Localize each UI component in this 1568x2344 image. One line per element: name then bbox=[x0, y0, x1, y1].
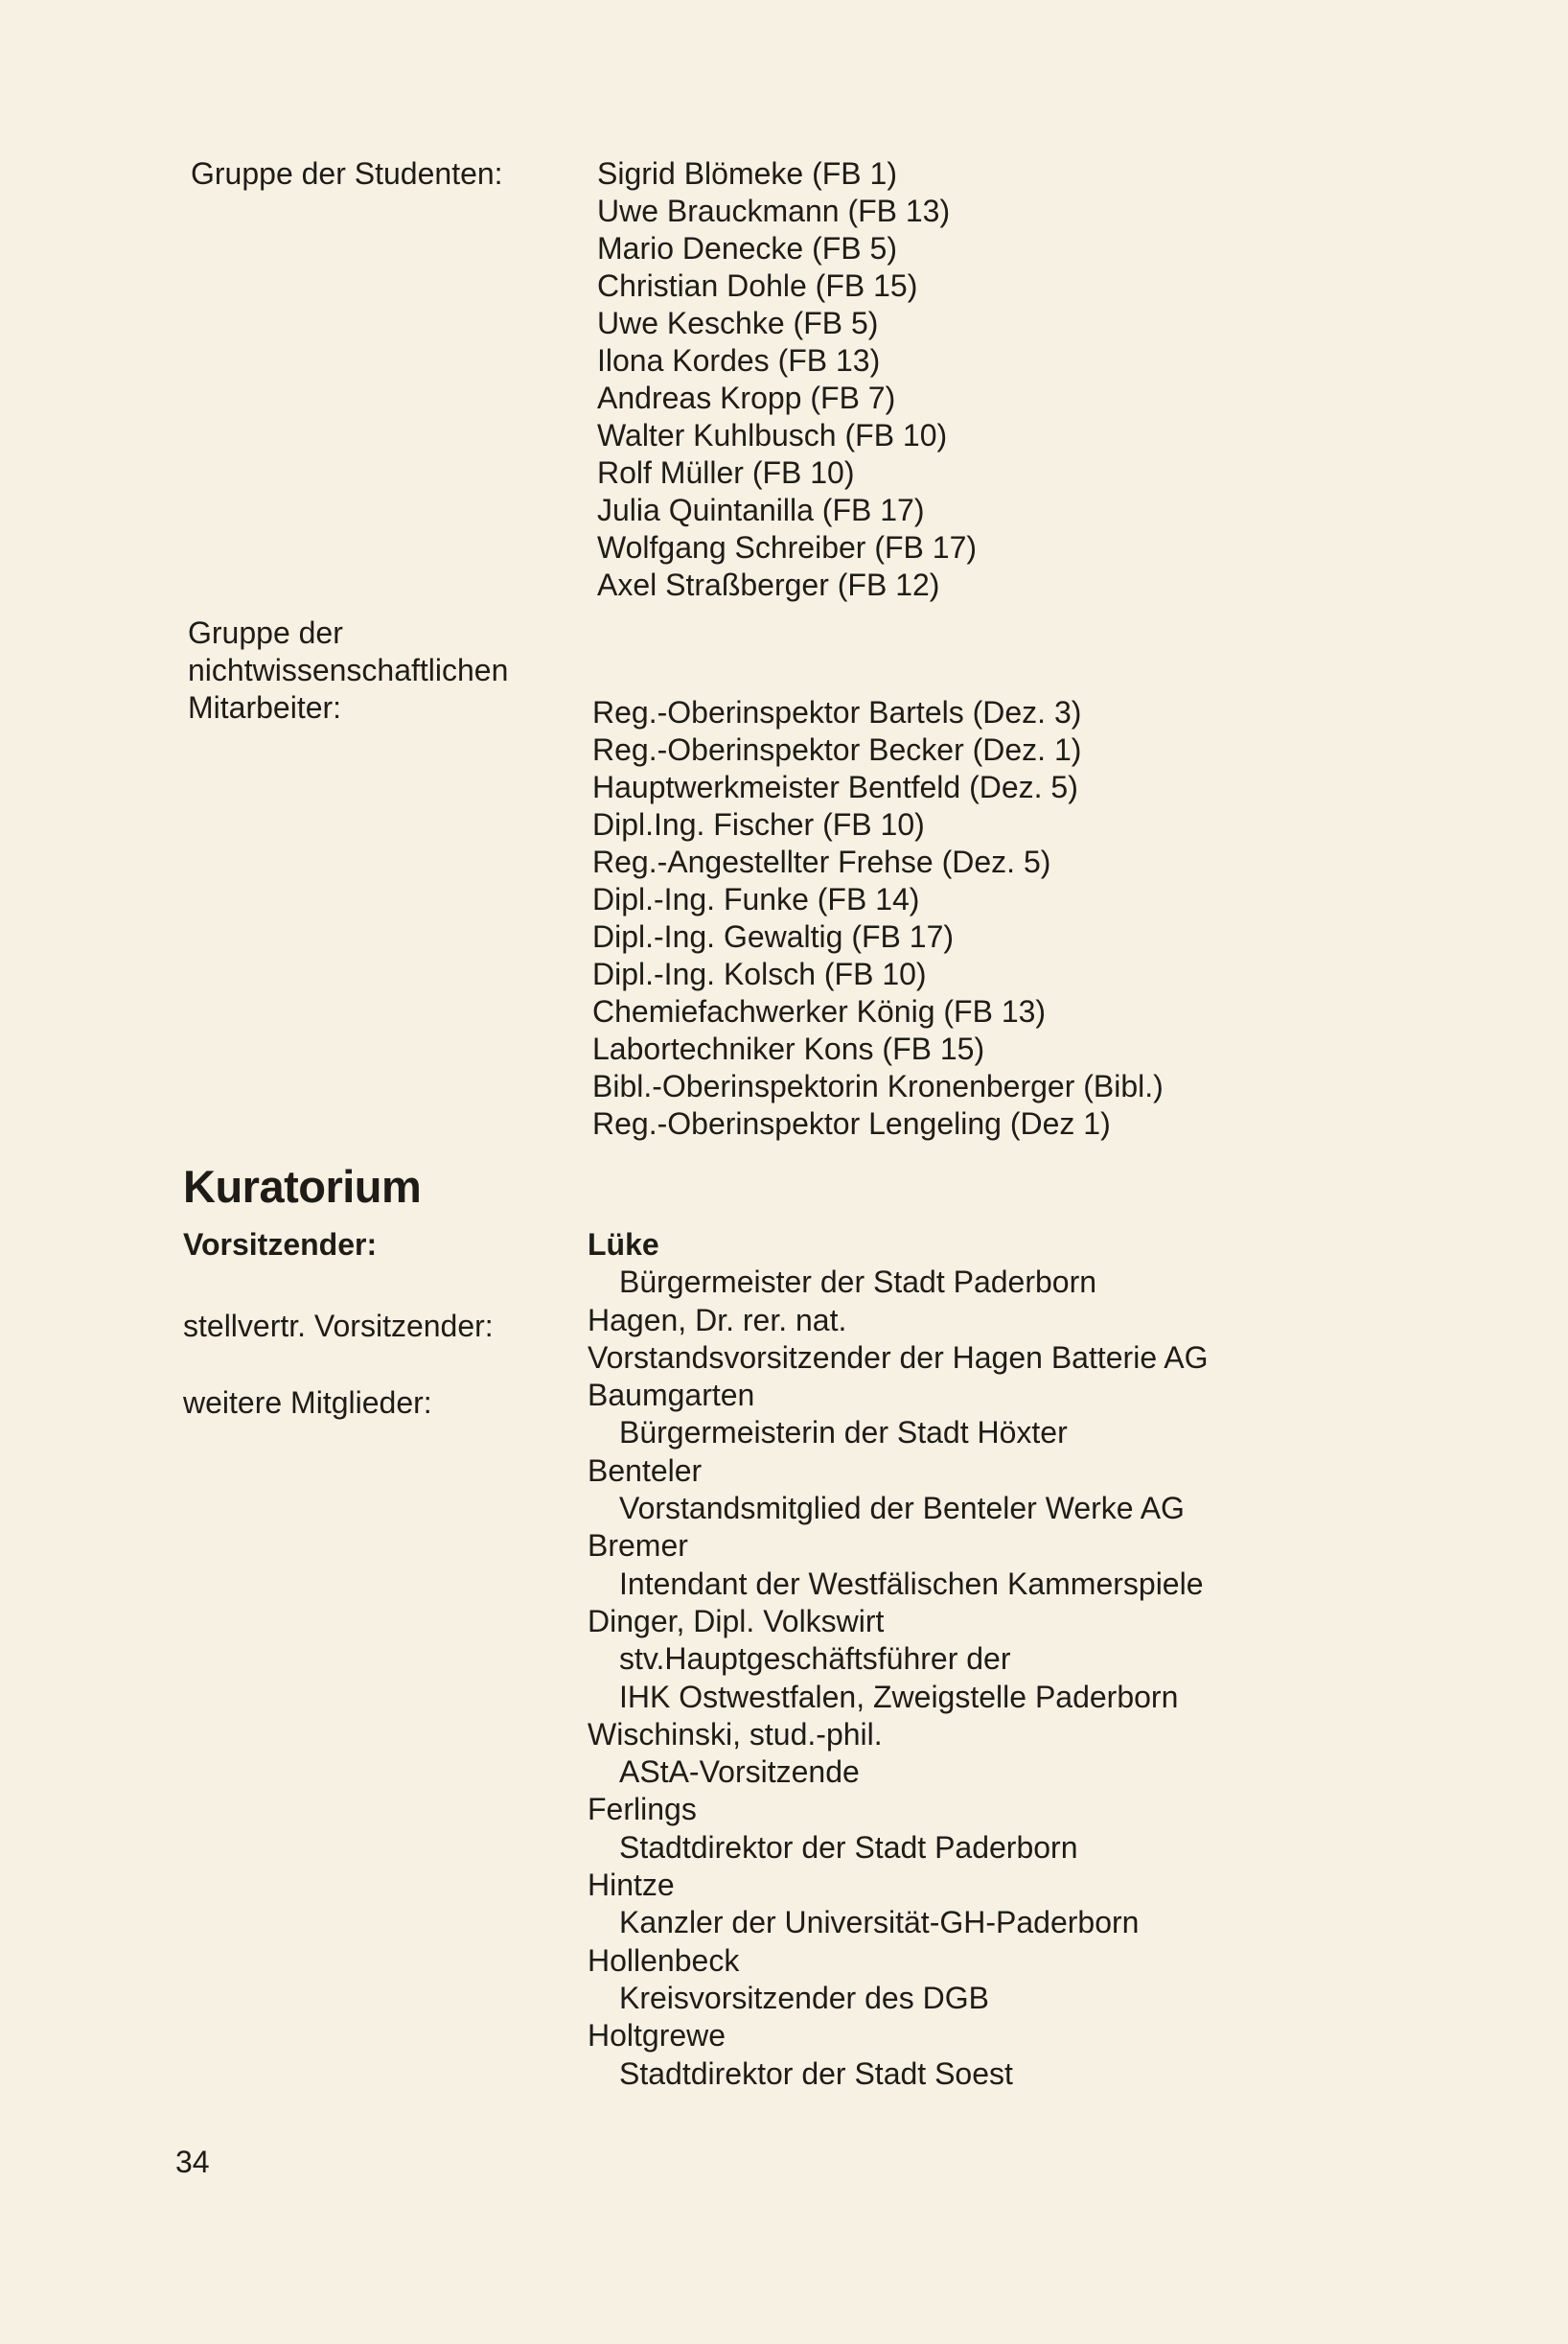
staff-group-label-line: Mitarbeiter: bbox=[188, 690, 342, 725]
student-member-entry: Ilona Kordes (FB 13) bbox=[597, 343, 881, 378]
member-name-line: Hintze bbox=[588, 1868, 675, 1903]
student-member-entry: Rolf Müller (FB 10) bbox=[597, 455, 855, 490]
member-role-line: AStA-Vorsitzende bbox=[619, 1754, 860, 1790]
staff-group-label bbox=[188, 615, 508, 727]
staff-member-entry: Reg.-Oberinspektor Lengeling (Dez 1) bbox=[592, 1106, 1111, 1141]
vice-chair-label: stellvertr. Vorsitzender: bbox=[183, 1309, 494, 1343]
student-member-entry: Sigrid Blömeke (FB 1) bbox=[597, 156, 897, 191]
member-name-line: Bremer bbox=[588, 1528, 688, 1564]
staff-member-entry: Hauptwerkmeister Bentfeld (Dez. 5) bbox=[592, 770, 1078, 804]
student-member-entry: Walter Kuhlbusch (FB 10) bbox=[597, 418, 948, 453]
student-member-entry: Uwe Keschke (FB 5) bbox=[597, 306, 879, 340]
member-name-line: Hagen, Dr. rer. nat. bbox=[588, 1302, 847, 1337]
staff-member-entry: Dipl.Ing. Fischer (FB 10) bbox=[592, 807, 925, 842]
student-member-entry: Julia Quintanilla (FB 17) bbox=[597, 493, 925, 527]
students-group-label: Gruppe der Studenten: bbox=[191, 156, 503, 191]
kuratorium-member-list bbox=[588, 1226, 1208, 2093]
staff-member-entry: Chemiefachwerker König (FB 13) bbox=[592, 994, 1047, 1029]
staff-member-entry: Labortechniker Kons (FB 15) bbox=[592, 1032, 985, 1066]
staff-member-entry: Dipl.-Ing. Kolsch (FB 10) bbox=[592, 957, 927, 991]
staff-list bbox=[592, 694, 1164, 1143]
member-name-line: Benteler bbox=[588, 1452, 703, 1488]
member-name-line: Dinger, Dipl. Volkswirt bbox=[588, 1603, 885, 1638]
student-member-entry: Axel Straßberger (FB 12) bbox=[597, 568, 940, 602]
student-member-entry: Mario Denecke (FB 5) bbox=[597, 231, 897, 266]
staff-member-entry: Reg.-Angestellter Frehse (Dez. 5) bbox=[592, 845, 1051, 879]
page-number: 34 bbox=[175, 2145, 210, 2179]
member-role-line: IHK Ostwestfalen, Zweigstelle Paderborn bbox=[619, 1679, 1179, 1714]
staff-group-label-line: Gruppe der bbox=[188, 615, 343, 650]
students-list bbox=[597, 155, 977, 604]
member-name-line: Vorstandsvorsitzender der Hagen Batterie AG bbox=[588, 1339, 1209, 1375]
member-role-line: Intendant der Westfälischen Kammerspiele bbox=[619, 1566, 1204, 1601]
section-heading-kuratorium: Kuratorium bbox=[183, 1161, 422, 1212]
member-name-line: Holtgrewe bbox=[588, 2018, 726, 2054]
chair-label: Vorsitzender: bbox=[183, 1227, 378, 1262]
staff-member-entry: Reg.-Oberinspektor Becker (Dez. 1) bbox=[592, 732, 1082, 767]
staff-member-entry: Dipl.-Ing. Funke (FB 14) bbox=[592, 882, 920, 917]
members-label: weitere Mitglieder: bbox=[183, 1385, 432, 1420]
member-role-line: Kreisvorsitzender des DGB bbox=[619, 1980, 989, 2015]
member-role-line: Stadtdirektor der Stadt Paderborn bbox=[619, 1829, 1078, 1865]
staff-group-label-line: nichtwissenschaftlichen bbox=[188, 653, 509, 687]
member-role-line: Kanzler der Universität-GH-Paderborn bbox=[619, 1905, 1140, 1940]
staff-member-entry: Dipl.-Ing. Gewaltig (FB 17) bbox=[592, 919, 955, 954]
member-name-line: Ferlings bbox=[588, 1792, 697, 1827]
member-role-line: Vorstandsmitglied der Benteler Werke AG bbox=[619, 1491, 1185, 1526]
member-role-line: Bürgermeisterin der Stadt Höxter bbox=[619, 1415, 1068, 1450]
member-role-line: Stadtdirektor der Stadt Soest bbox=[619, 2055, 1013, 2091]
member-name-line: Hollenbeck bbox=[588, 1942, 740, 1978]
member-role-line: Bürgermeister der Stadt Paderborn bbox=[619, 1265, 1097, 1300]
member-name-line: Lüke bbox=[588, 1227, 659, 1262]
student-member-entry: Andreas Kropp (FB 7) bbox=[597, 381, 896, 415]
staff-member-entry: Bibl.-Oberinspektorin Kronenberger (Bibl.) bbox=[592, 1069, 1164, 1103]
member-name-line: Wischinski, stud.-phil. bbox=[588, 1716, 883, 1752]
student-member-entry: Uwe Brauckmann (FB 13) bbox=[597, 194, 951, 228]
student-member-entry: Wolfgang Schreiber (FB 17) bbox=[597, 530, 978, 565]
student-member-entry: Christian Dohle (FB 15) bbox=[597, 268, 918, 303]
staff-member-entry: Reg.-Oberinspektor Bartels (Dez. 3) bbox=[592, 695, 1082, 730]
member-name-line: Baumgarten bbox=[588, 1378, 755, 1413]
member-role-line: stv.Hauptgeschäftsführer der bbox=[619, 1641, 1011, 1677]
